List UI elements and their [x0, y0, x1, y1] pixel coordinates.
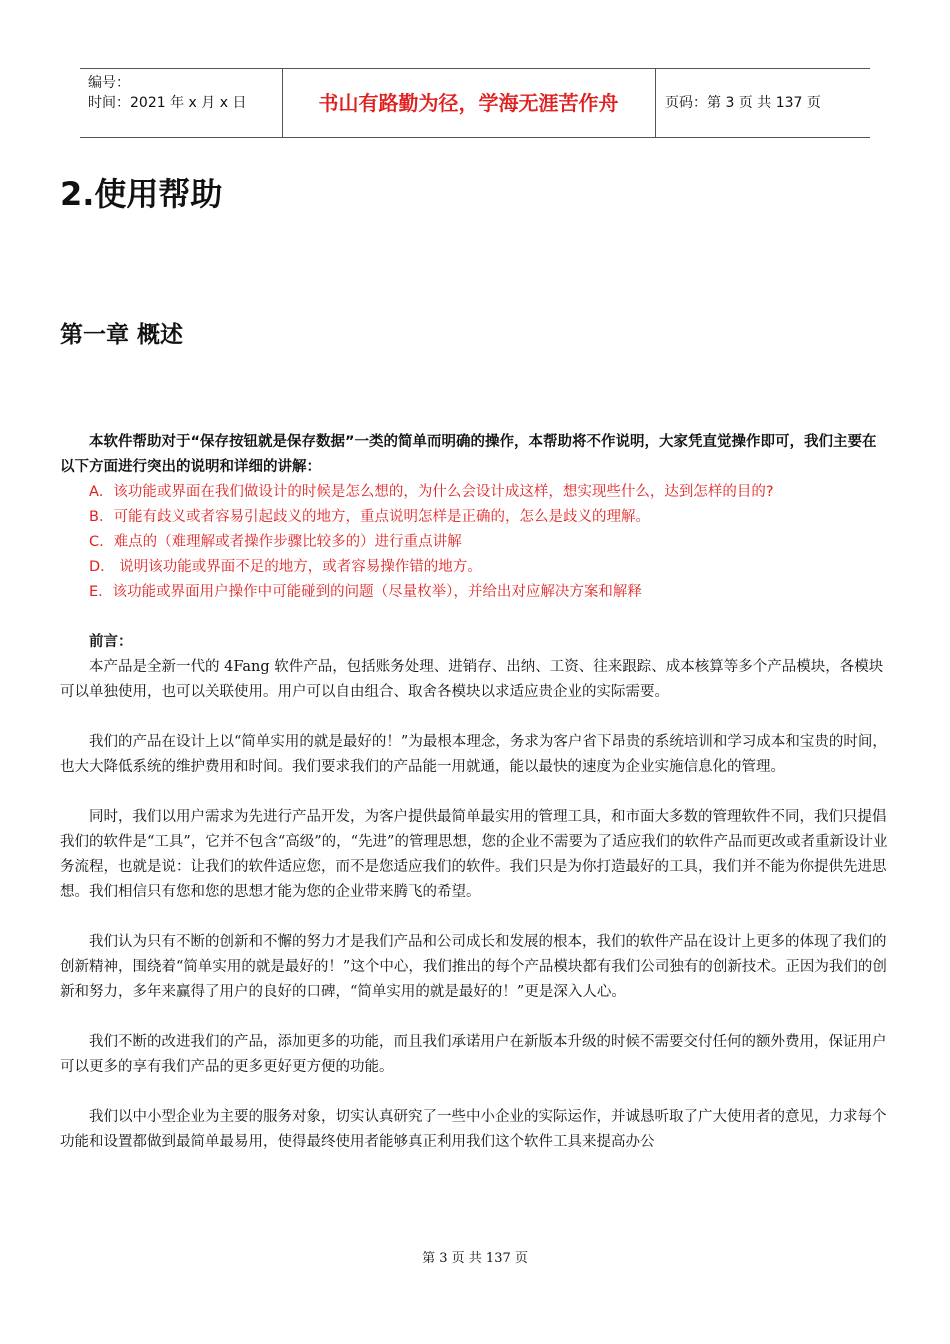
body-paragraph: 我们不断的改进我们的产品，添加更多的功能，而且我们承诺用户在新版本升级的时候不需要交付任何的额外费用，保证用户可以更多的享有我们产品的更多更好更方便的功能。 — [60, 1034, 887, 1075]
point-item: D． 说明该功能或界面不足的地方，或者容易操作错的地方。 — [89, 559, 482, 575]
point-item: A．该功能或界面在我们做设计的时候是怎么想的，为什么会设计成这样，想实现些什么，达到怎样的目的? — [89, 484, 774, 500]
body-paragraph: 我们的产品在设计上以“简单实用的就是最好的！”为最根本理念，务求为客户省下昂贵的系统培训和学习成本和宝贵的时间，也大大降低系统的维护费用和时间。我们要求我们的产品能一用就通，能以最快的速度为企业实施信息化的管理。 — [60, 734, 887, 775]
document-title: 2.使用帮助 — [60, 175, 223, 213]
body-paragraph: 我们以中小型企业为主要的服务对象，切实认真研究了一些中小企业的实际运作，并诚恳听取了广大使用者的意见，力求每个功能和设置都做到最简单最易用，使得最终使用者能够真正利用我们这个软件工具来提高办公 — [60, 1109, 887, 1150]
point-item: C．难点的（难理解或者操作步骤比较多的）进行重点讲解 — [89, 534, 462, 550]
header-motto: 书山有路勤为径，学海无涯苦作舟 — [318, 91, 619, 115]
chapter-heading: 第一章 概述 — [60, 322, 184, 348]
point-item: E．该功能或界面用户操作中可能碰到的问题（尽量枚举），并给出对应解决方案和解释 — [89, 584, 642, 600]
preface-label: 前言： — [89, 634, 133, 650]
body-paragraph: 同时，我们以用户需求为先进行产品开发，为客户提供最简单最实用的管理工具，和市面大多数的管理软件不同，我们只提倡我们的软件是“工具”，它并不包含“高级”的，“先进”的管理思想，您的企业不需要为了适应我们的软件产品而更改或者重新设计业务流程，也就是说：让我们的软件适应您，而不是您适应我们的软件。我们只是为你打造最好的工具，我们并不能为你提供先进思想。我们相信只有您和您的思想才能为您的企业带来腾飞的希望。 — [60, 809, 888, 900]
page-footer: 第 3 页 共 137 页 — [422, 1251, 528, 1266]
document-body — [60, 430, 890, 1155]
header-page-info: 页码：第 3 页 共 137 页 — [665, 95, 821, 111]
point-item: B．可能有歧义或者容易引起歧义的地方，重点说明怎样是正确的，怎么是歧义的理解。 — [89, 509, 650, 525]
header-meta — [88, 73, 280, 113]
header-divider — [655, 69, 656, 137]
page-header — [80, 68, 870, 138]
header-number: 编号： — [88, 75, 130, 91]
intro-paragraph: 本软件帮助对于“保存按钮就是保存数据”一类的简单而明确的操作，本帮助将不作说明，大家凭直觉操作即可，我们主要在以下方面进行突出的说明和详细的讲解： — [60, 434, 877, 475]
body-paragraph: 本产品是全新一代的 4Fang 软件产品，包括账务处理、进销存、出纳、工资、往来跟踪、成本核算等多个产品模块，各模块可以单独使用，也可以关联使用。用户可以自由组合、取舍各模块以求适应贵企业的实际需要。 — [60, 659, 884, 700]
header-date: 时间：2021 年 x 月 x 日 — [88, 95, 247, 111]
body-paragraph: 我们认为只有不断的创新和不懈的努力才是我们产品和公司成长和发展的根本，我们的软件产品在设计上更多的体现了我们的创新精神，围绕着“简单实用的就是最好的！”这个中心，我们推出的每个产品模块都有我们公司独有的创新技术。正因为我们的创新和努力，多年来赢得了用户的良好的口碑，“简单实用的就是最好的！”更是深入人心。 — [60, 934, 887, 1000]
